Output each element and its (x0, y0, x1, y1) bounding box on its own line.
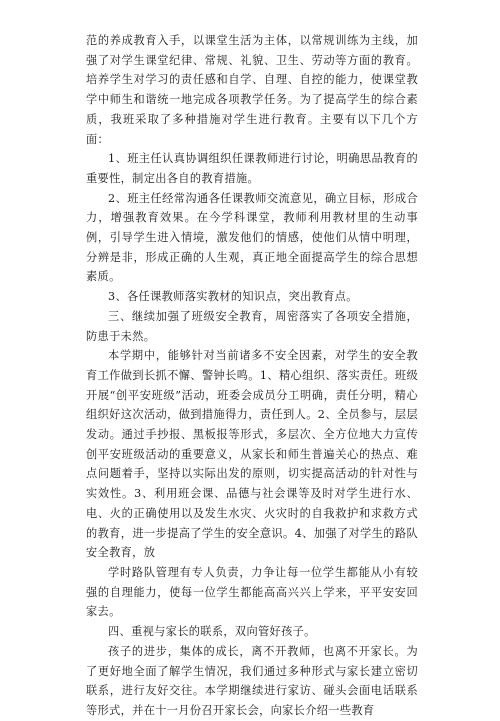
section-heading-parents: 四、重视与家长的联系，双向管好孩子。 (108, 625, 316, 639)
paragraph-item-2: 2、班主任经常沟通各任课教师交流意见，确立目标，形成合力，增强教育效果。在今学科课堂，教师利用教材里的生动事例，引导学生进入情境，激发他们的情感，使他们从情中明理，分辨是非，形成正确的人生观，真正地全面提高学生的综合思想素质。 (86, 191, 418, 284)
paragraph-road-safety: 学时路队管理有专人负责，力争让每一位学生都能从小有较强的自理能力，使每一位学生都能高高兴兴上学来，平平安安回家去。 (86, 565, 418, 619)
paragraph-item-1: 1、班主任认真协调组织任课教师进行讨论，明确思品教育的重要性，制定出各自的教育措施。 (86, 152, 418, 185)
document-body (86, 31, 418, 721)
section-heading-safety: 三、继续加强了班级安全教育，周密落实了各项安全措施，防患于未然。 (86, 309, 418, 343)
paragraph-continued-intro: 范的养成教育入手，以课堂生活为主体，以常规训练为主线，加强了对学生课堂纪律、常规、礼貌、卫生、劳动等方面的教育。培养学生对学习的责任感和自学、自理、自控的能力，使课堂教学中师生和谐统一地完成各项教学任务。为了提高学生的综合素质，我班采取了多种措施对学生进行教育。主要有以下几个方面： (86, 34, 418, 146)
paragraph-parent-contact: 孩子的进步，集体的成长，离不开教师，也离不开家长。为了更好地全面了解学生情况，我们通过多种形式与家长建立密切联系，进行友好交往。本学期继续进行家访、碰头会面电话联系等形式，并在十一月份召开家长会，向家长介绍一些教育 (86, 644, 418, 717)
paragraph-item-3: 3、各任课教师落实教材的知识点，突出教育点。 (108, 290, 358, 304)
paragraph-safety-measures: 本学期中，能够针对当前诸多不安全因素，对学生的安全教育工作做到长抓不懈、警钟长鸣。1、精心组织、落实责任。班级开展“创平安班级”活动，班委会成员分工明确，责任分明，精心组织好这次活动，做到措施得力，责任到人。2、全员参与，层层发动。通过手抄报、黑板报等形式，多层次、全方位地大力宣传创平安班级活动的重要意义，从家长和师生普遍关心的热点、难点问题着手，坚持以实际出发的原则，切实提高活动的针对性与实效性。3、利用班会课、品德与社会课等及时对学生进行水、电、火的正确使用以及发生水灾、火灾时的自我救护和求救方式的教育，进一步提高了学生的安全意识。4、加强了对学生的路队安全教育，放 (86, 349, 418, 560)
